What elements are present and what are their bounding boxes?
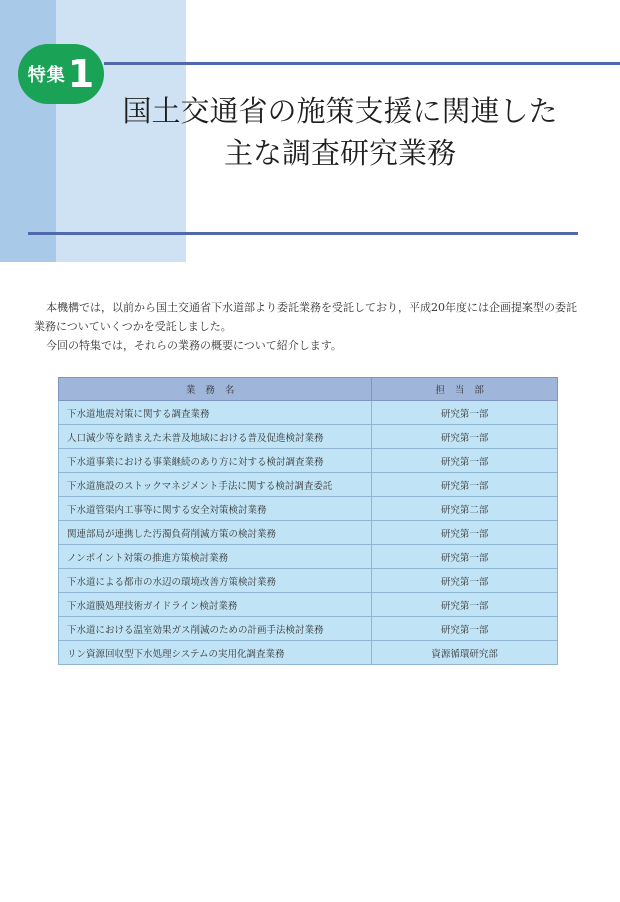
task-name: ノンポイント対策の推進方策検討業務: [59, 545, 372, 569]
feature-badge-number: 1: [67, 52, 95, 96]
header-task-name: 業務名: [59, 378, 372, 401]
header-rule-top: [104, 62, 620, 65]
table-row: [59, 497, 558, 521]
table-row: [59, 593, 558, 617]
task-name: 下水道における温室効果ガス削減のための計画手法検討業務: [59, 617, 372, 641]
header-band-dark: [0, 0, 56, 262]
table-row: [59, 545, 558, 569]
table-row: [59, 449, 558, 473]
task-name: 関連部局が連携した汚濁負荷削減方策の検討業務: [59, 521, 372, 545]
table-row: [59, 425, 558, 449]
task-name: 人口減少等を踏まえた未普及地域における普及促進検討業務: [59, 425, 372, 449]
page-title-line2: 主な調査研究業務: [223, 136, 456, 170]
task-table: [58, 377, 558, 665]
table-row: [59, 641, 558, 665]
table-row: [59, 401, 558, 425]
task-name: 下水道施設のストックマネジメント手法に関する検討調査委託: [59, 473, 372, 497]
task-department: 研究第二部: [372, 497, 558, 521]
feature-badge-label: 特集: [27, 65, 66, 86]
task-department: 研究第一部: [372, 545, 558, 569]
task-department: 資源循環研究部: [372, 641, 558, 665]
table-row: [59, 521, 558, 545]
intro-paragraph-1: 本機構では，以前から国土交通省下水道部より委託業務を受託しており，平成20年度には企画提案型の委託業務についていくつかを受託しました。: [34, 301, 577, 333]
page-title: [100, 90, 580, 174]
task-department: 研究第一部: [372, 425, 558, 449]
page-title-line1: 国土交通省の施策支援に関連した: [122, 94, 558, 128]
task-department: 研究第一部: [372, 593, 558, 617]
task-name: リン資源回収型下水処理システムの実用化調査業務: [59, 641, 372, 665]
task-table-header: [59, 378, 558, 401]
task-department: 研究第一部: [372, 473, 558, 497]
header-rule-bottom: [28, 232, 578, 235]
task-department: 研究第一部: [372, 569, 558, 593]
feature-badge: [18, 44, 104, 104]
task-name: 下水道管渠内工事等に関する安全対策検討業務: [59, 497, 372, 521]
task-name: 下水道膜処理技術ガイドライン検討業務: [59, 593, 372, 617]
table-row: [59, 617, 558, 641]
task-department: 研究第一部: [372, 449, 558, 473]
task-name: 下水道事業における事業継続のあり方に対する検討調査業務: [59, 449, 372, 473]
table-row: [59, 473, 558, 497]
task-department: 研究第一部: [372, 521, 558, 545]
intro-text: [34, 298, 586, 355]
task-name: 下水道による都市の水辺の環境改善方策検討業務: [59, 569, 372, 593]
header-department: 担当部: [372, 378, 558, 401]
task-name: 下水道地震対策に関する調査業務: [59, 401, 372, 425]
task-department: 研究第一部: [372, 617, 558, 641]
task-department: 研究第一部: [372, 401, 558, 425]
intro-paragraph-2: 今回の特集では，それらの業務の概要について紹介します。: [46, 339, 342, 352]
table-row: [59, 569, 558, 593]
